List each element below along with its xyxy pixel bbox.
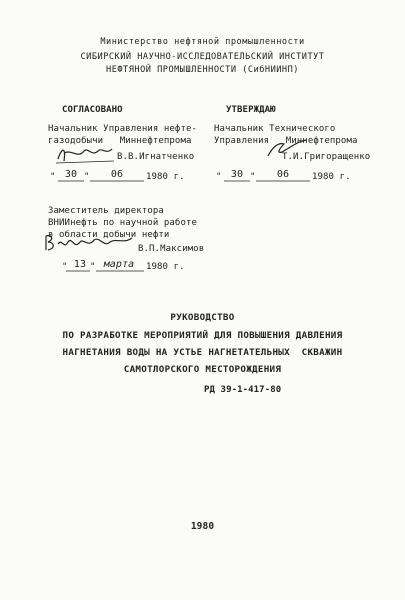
document-subtitle-line1: ПО РАЗРАБОТКЕ МЕРОПРИЯТИЙ ДЛЯ ПОВЫШЕНИЯ ДАВЛЕНИЯ: [62, 330, 343, 341]
deputy-date-quote-close: ": [90, 262, 96, 272]
agreed-date-underline: [56, 180, 146, 183]
ministry-name: Министерство нефтяной промышленности: [100, 37, 305, 47]
agreed-heading: СОГЛАСОВАНО: [62, 105, 123, 115]
agreed-position-line1: Начальник Управления нефте-: [48, 124, 197, 134]
document-subtitle-line2: НАГНЕТАНИЯ ВОДЫ НА УСТЬЕ НАГНЕТАТЕЛЬНЫХ СКВАЖИН: [62, 347, 343, 358]
institute-name-line1: СИБИРСКИЙ НАУЧНО-ИССЛЕДОВАТЕЛЬСКИЙ ИНСТИТУТ: [80, 52, 325, 62]
document-code: РД 39-1-417-80: [204, 385, 282, 395]
approved-date-underline: [222, 180, 312, 183]
approved-position-line2: Управления Миннефтепрома: [214, 136, 358, 146]
approved-date-year: 1980 г.: [312, 172, 351, 182]
deputy-date-year: 1980 г.: [146, 262, 185, 272]
approved-signer-name: Т.И.Григоращенко: [282, 152, 371, 162]
approved-date-quote-close: ": [250, 172, 256, 182]
deputy-date-day: 13: [73, 259, 87, 270]
agreed-date-year: 1980 г.: [146, 172, 185, 182]
approved-date-day: 30: [230, 169, 244, 180]
agreed-position-line2: газодобычи Миннефтепрома: [48, 136, 192, 146]
agreed-date-quote-open: ": [50, 172, 56, 182]
agreed-date-day: 30: [64, 169, 78, 180]
approved-date-quote-open: ": [216, 172, 222, 182]
agreed-date-quote-close: ": [84, 172, 90, 182]
approved-position-line1: Начальник Технического: [214, 124, 336, 134]
approved-date-month: 06: [276, 169, 290, 180]
deputy-position-line1: Заместитель директора: [48, 206, 164, 216]
deputy-position-line3: в области добычи нефти: [48, 230, 170, 240]
deputy-date-underline: [64, 270, 146, 273]
deputy-signer-name: В.П.Максимов: [138, 244, 205, 254]
deputy-signature: [44, 232, 136, 254]
document-title: РУКОВОДСТВО: [170, 312, 235, 323]
deputy-date-quote-open: ": [62, 262, 68, 272]
agreed-signer-name: В.В.Игнатченко: [117, 152, 195, 162]
deputy-position-line2: ВНИИнефть по научной работе: [48, 218, 197, 228]
institute-name-line2: НЕФТЯНОЙ ПРОМЫШЛЕННОСТИ (СибНИИНП): [106, 65, 299, 75]
approved-heading: УТВЕРЖДАЮ: [226, 105, 276, 115]
document-subtitle-line3: САМОТЛОРСКОГО МЕСТОРОЖДЕНИЯ: [123, 364, 282, 375]
agreed-signature: [54, 143, 116, 167]
deputy-date-month: марта: [103, 259, 135, 270]
publication-year: 1980: [190, 521, 215, 532]
agreed-date-month: 06: [110, 169, 124, 180]
